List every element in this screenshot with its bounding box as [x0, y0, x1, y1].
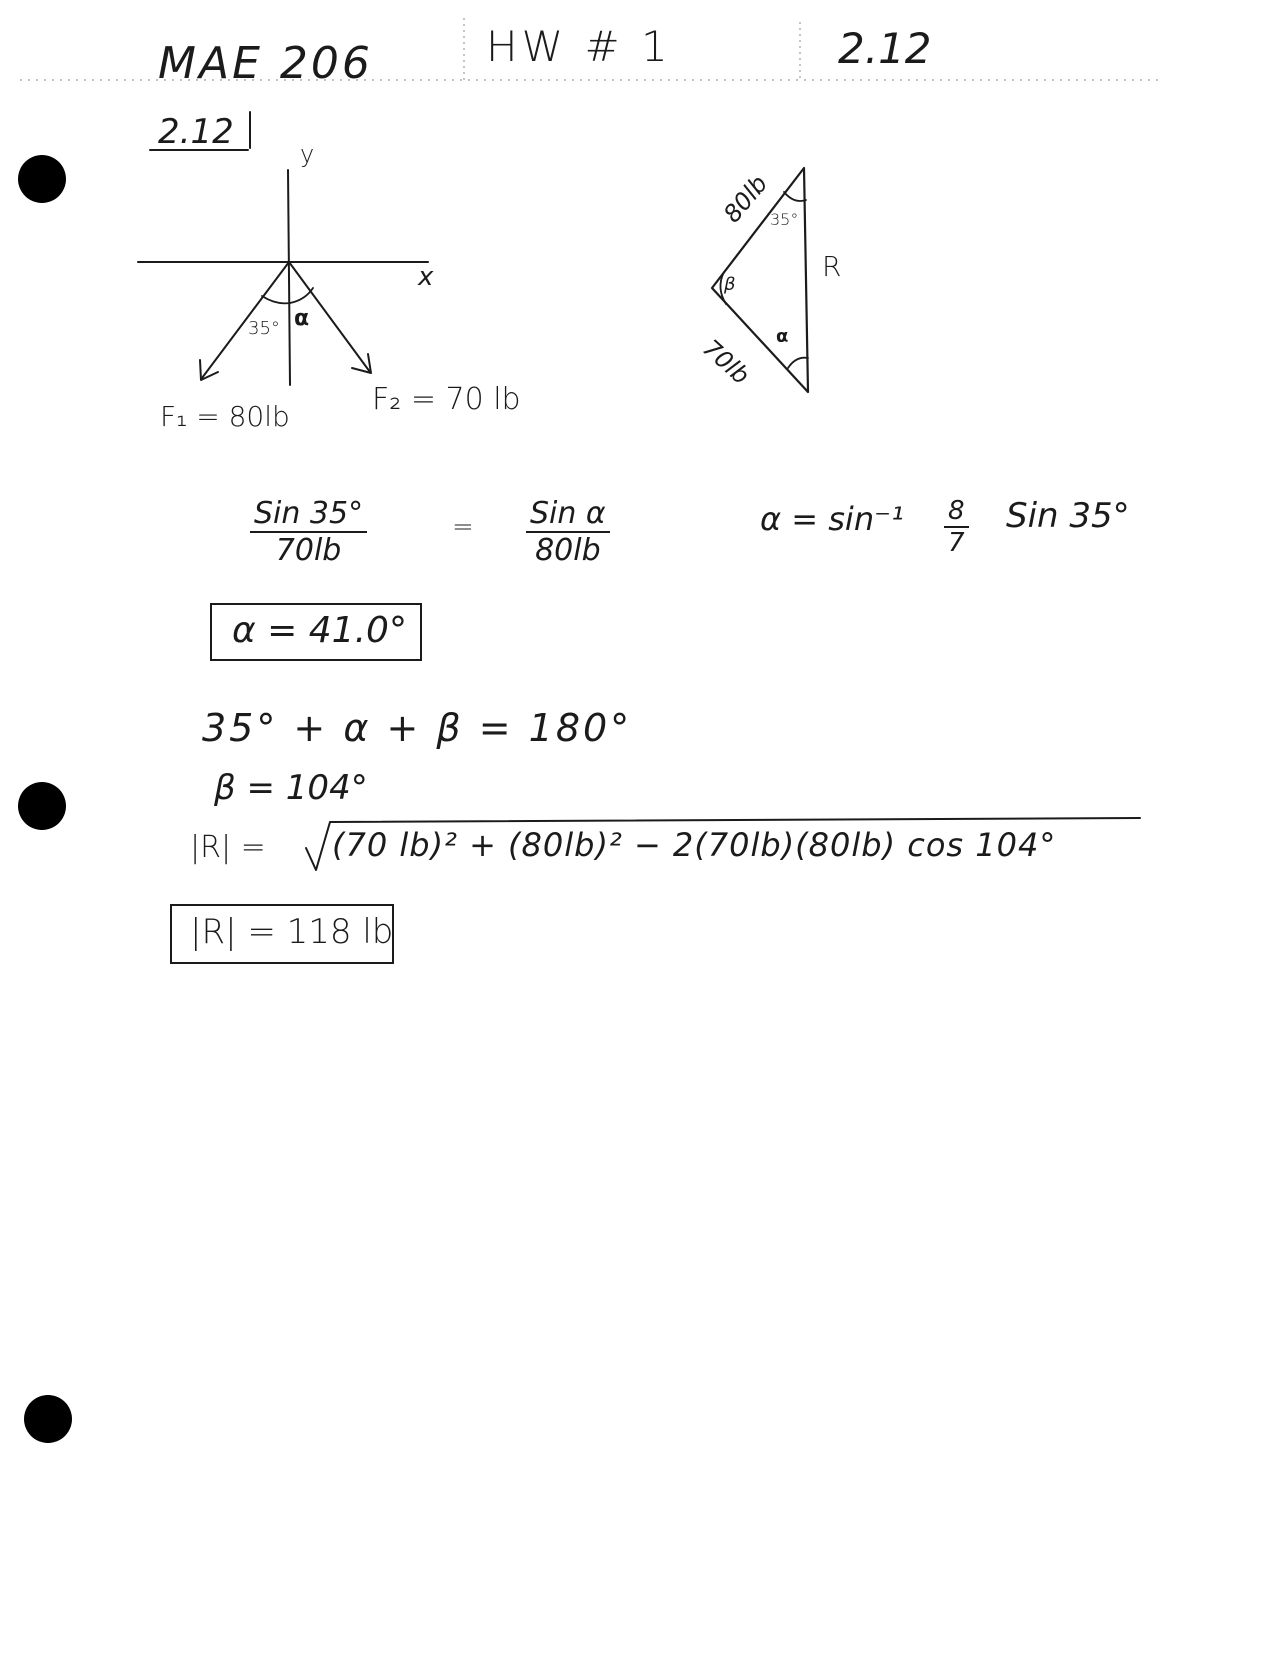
r-result: |R| = 118 lb: [190, 912, 394, 952]
triangle-angle-beta: β: [724, 274, 736, 295]
alpha-frac-num: 8: [948, 496, 965, 526]
force-f1-label: F₁ = 80lb: [160, 400, 290, 433]
law-of-sines-equals: =: [452, 512, 474, 542]
assignment-title: HW # 1: [486, 22, 672, 71]
law-of-sines-right-num: Sin α: [530, 496, 606, 531]
y-axis-label: y: [300, 140, 315, 168]
x-axis-label: x: [418, 262, 434, 292]
triangle-angle-35: 35°: [770, 210, 799, 229]
triangle-resultant-R: R: [822, 250, 842, 283]
header-problem-number: 2.12: [838, 24, 932, 73]
angle-alpha-label: α: [294, 306, 310, 331]
course-title: MAE 206: [158, 38, 373, 89]
triangle-angle-alpha: α: [776, 326, 789, 347]
alpha-frac-den: 7: [944, 526, 969, 558]
alpha-result: α = 41.0°: [232, 610, 407, 651]
r-expression-prefix: |R| =: [190, 830, 266, 865]
law-of-sines-left-den: 70lb: [250, 531, 367, 568]
alpha-expression-prefix: α = sin⁻¹: [760, 500, 904, 538]
angle-35-label: 35°: [248, 318, 280, 339]
force-f2-label: F₂ = 70 lb: [372, 382, 521, 417]
r-expression: (70 lb)² + (80lb)² − 2(70lb)(80lb) cos 104°: [332, 826, 1057, 864]
beta-value: β = 104°: [214, 768, 368, 808]
problem-label: 2.12: [158, 112, 234, 152]
triangle-side-80lb: 80lb: [718, 169, 774, 228]
angle-sum-equation: 35° + α + β = 180°: [202, 706, 633, 750]
alpha-expression-suffix: Sin 35°: [1006, 496, 1130, 536]
law-of-sines-left-num: Sin 35°: [254, 496, 364, 531]
triangle-side-70lb: 70lb: [697, 334, 755, 390]
law-of-sines-right-den: 80lb: [526, 531, 610, 568]
